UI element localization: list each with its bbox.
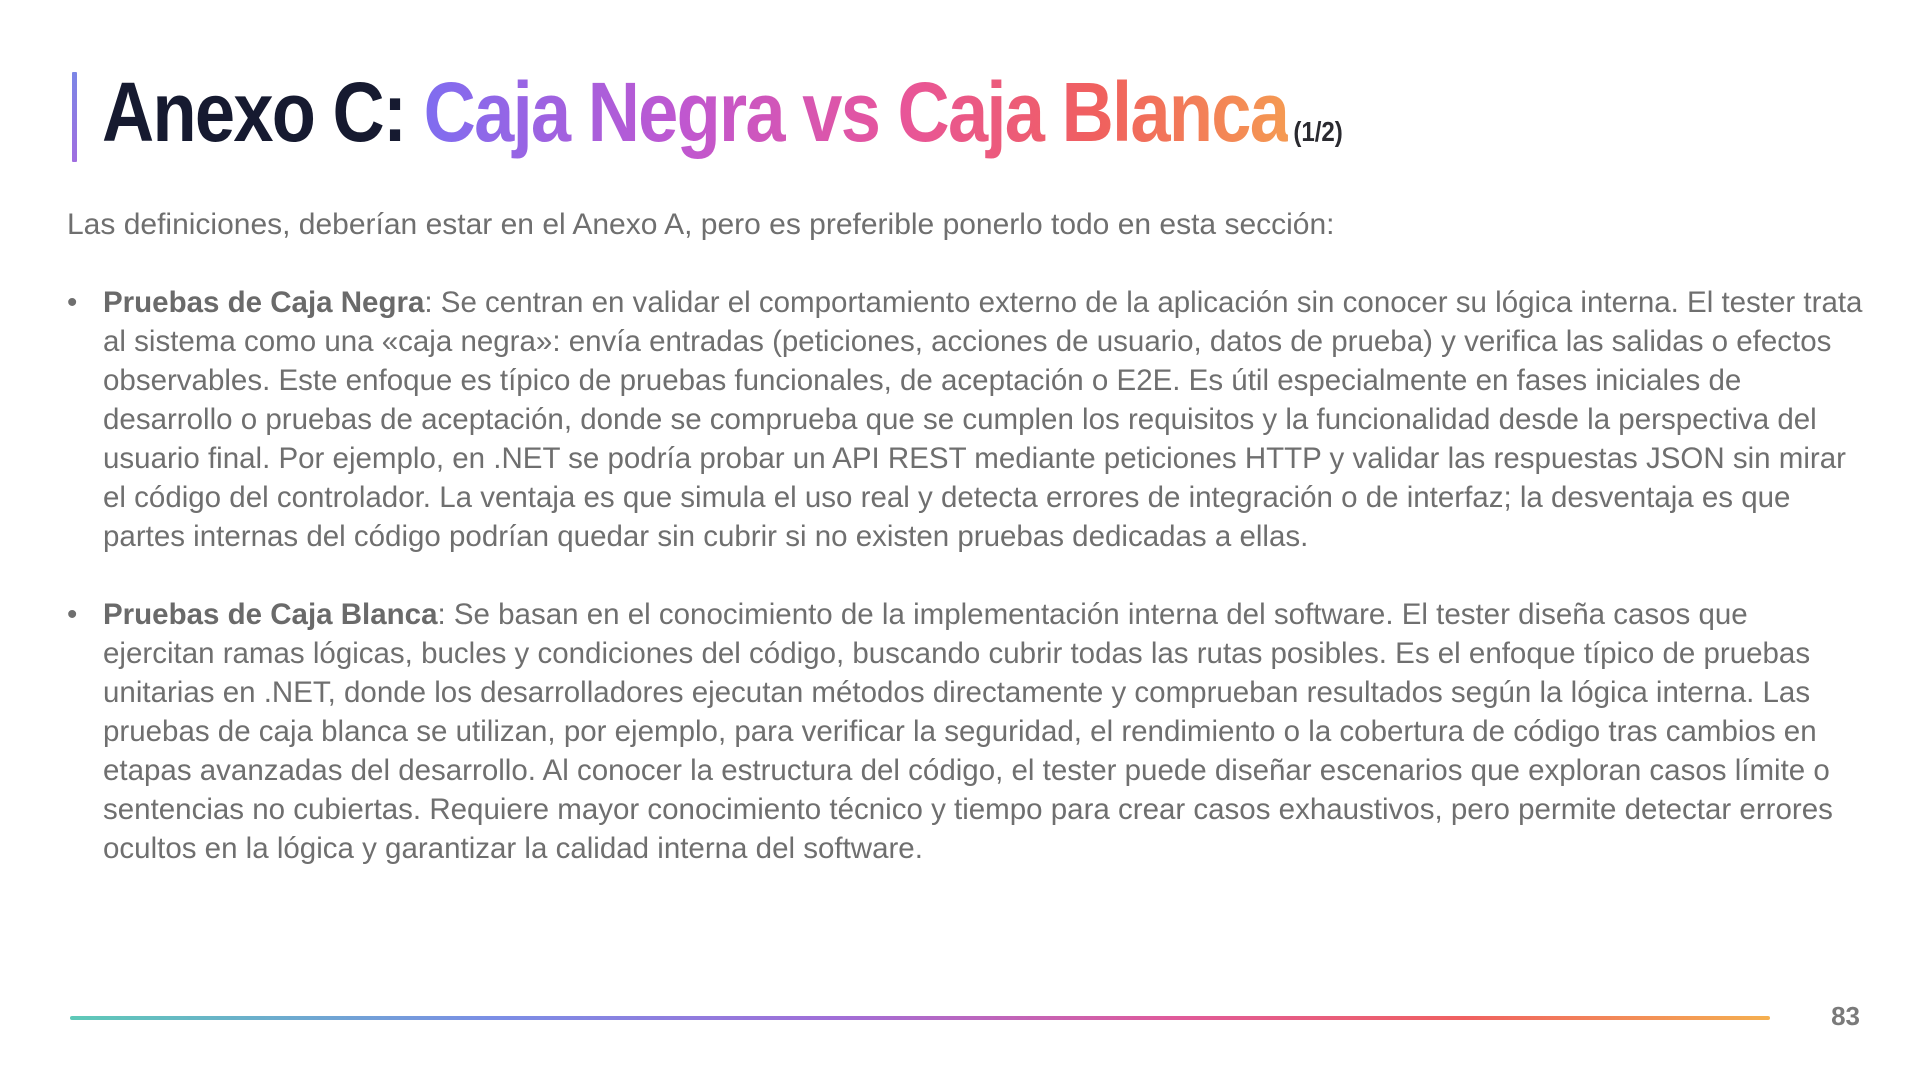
bullet-text: : Se basan en el conocimiento de la implementación interna del software. El tester diseña casos que ejercitan ramas lógicas, bucles y condiciones del código, buscando cubrir todas las rutas posibles. Es el enfoque típico de pruebas unitarias en .NET, donde los desarrolladores ejecutan métodos directamente y comprueban resultados según la lógica interna. Las pruebas de caja blanca se utilizan, por ejemplo, para verificar la seguridad, el rendimiento o la cobertura de código tras cambios en etapas avanzadas del desarrollo. Al conocer la estructura del código, el tester puede diseñar escenarios que exploran casos límite o sentencias no cubiertas. Requiere mayor conocimiento técnico y tiempo para crear casos exhaustivos, pero permite detectar errores ocultos en la lógica y garantizar la calidad interna del software.	[103, 598, 1833, 865]
bullet-item-black-box	[67, 283, 1867, 556]
title-prefix: Anexo C:	[102, 65, 424, 159]
bullet-term: Pruebas de Caja Negra	[103, 286, 425, 319]
page-number: 83	[1831, 1001, 1860, 1031]
bullet-text: : Se centran en validar el comportamiento externo de la aplicación sin conocer su lógica interna. El tester trata al sistema como una «caja negra»: envía entradas (peticiones, acciones de usuario, datos de prueba) y verifica las salidas o efectos observables. Este enfoque es típico de pruebas funcionales, de aceptación o E2E. Es útil especialmente en fases iniciales de desarrollo o pruebas de aceptación, donde se comprueba que se cumplen los requisitos y la funcionalidad desde la perspectiva del usuario final. Por ejemplo, en .NET se podría probar un API REST mediante peticiones HTTP y validar las respuestas JSON sin mirar el código del controlador. La ventaja es que simula el uso real y detecta errores de integración o de interfaz; la desventaja es que partes internas del código podrían quedar sin cubrir si no existen pruebas dedicadas a ellas.	[103, 286, 1863, 553]
title-accent-bar	[72, 72, 77, 162]
footer-gradient-line	[70, 1016, 1770, 1020]
bullet-point: •	[67, 598, 78, 631]
bullet-list	[67, 283, 1867, 907]
bullet-term: Pruebas de Caja Blanca	[103, 598, 438, 631]
bullet-item-white-box	[67, 595, 1867, 868]
title-page-indicator: (1/2)	[1293, 116, 1343, 147]
bullet-point: •	[67, 286, 78, 319]
title-highlight: Caja Negra vs Caja Blanca	[423, 65, 1289, 159]
slide-title	[102, 62, 1343, 182]
intro-text: Las definiciones, deberían estar en el Anexo A, pero es preferible ponerlo todo en esta sección:	[67, 208, 1335, 241]
